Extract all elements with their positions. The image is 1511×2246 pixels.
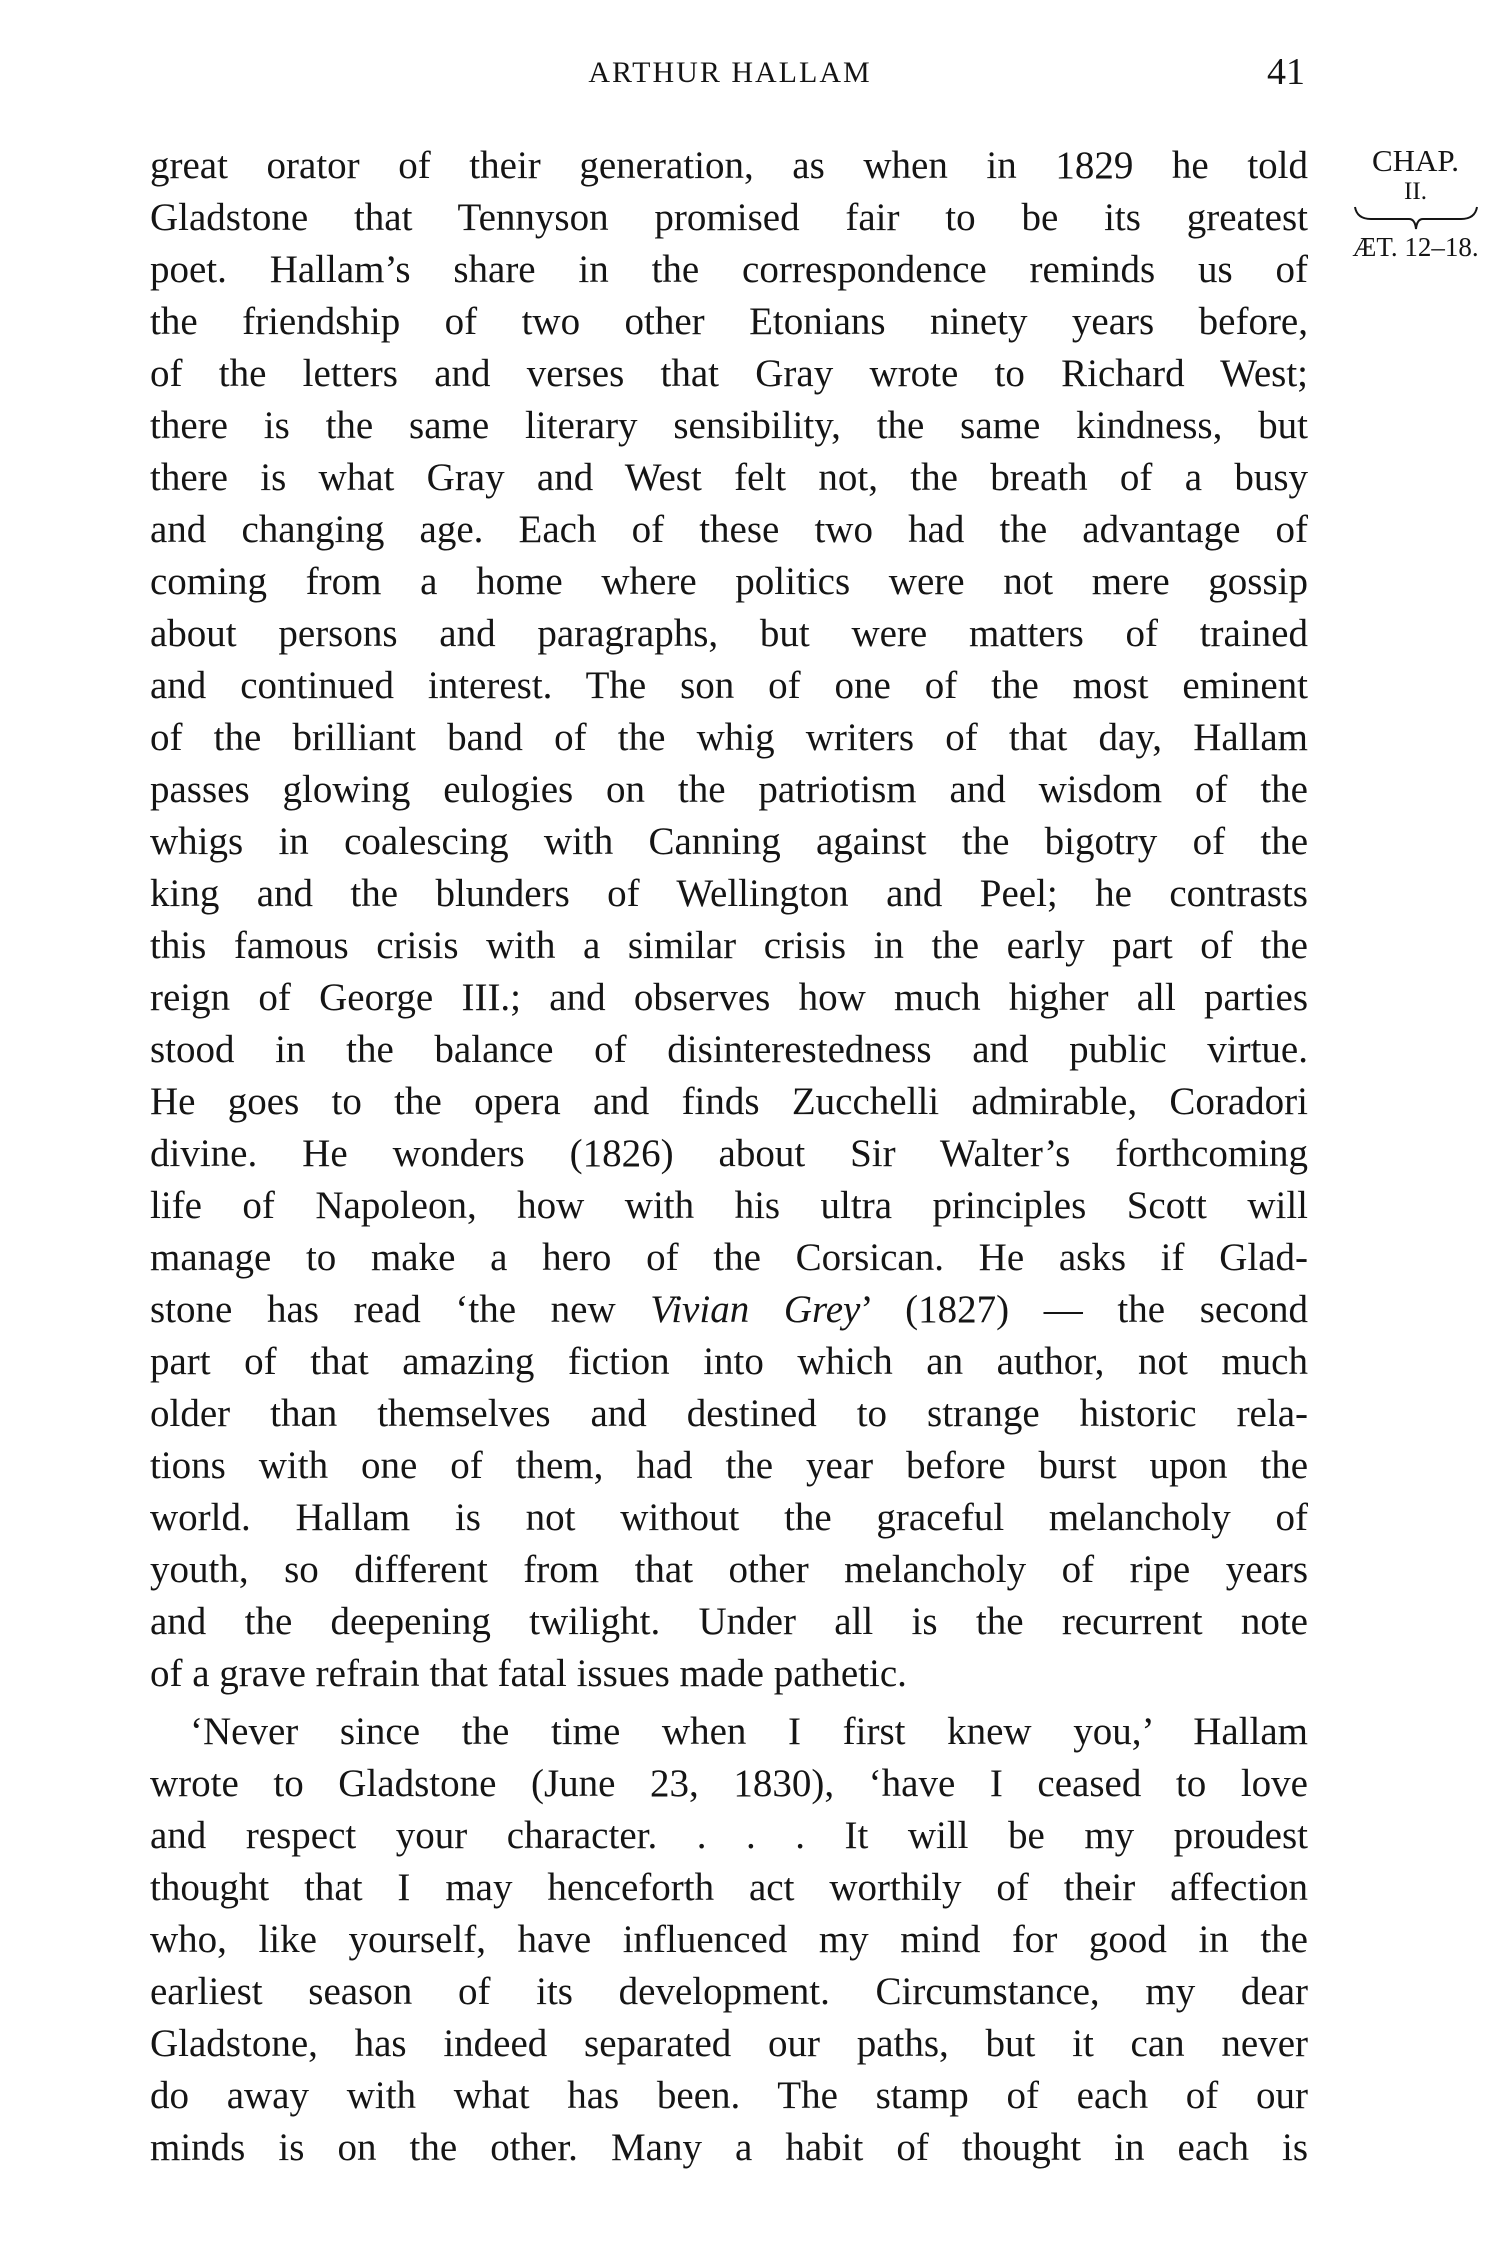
book-title-vivian-grey: Vivian Grey: [650, 1288, 861, 1331]
text-line: He goes to the opera and finds Zucchelli admirable, Coradori: [150, 1080, 1308, 1123]
page-number: 41: [1267, 51, 1305, 93]
chapter-number: II.: [1404, 178, 1427, 205]
text-line: king and the blunders of Wellington and Peel; he contrasts: [150, 872, 1308, 915]
text-line: coming from a home where politics were not mere gossip: [150, 560, 1308, 603]
text-line: about persons and paragraphs, but were matters of trained: [150, 612, 1308, 655]
text-line: there is what Gray and West felt not, the breath of a busy: [150, 456, 1308, 499]
running-title: ARTHUR HALLAM: [588, 56, 872, 89]
text-line: and continued interest. The son of one of the most eminent: [150, 664, 1308, 707]
margin-note: [1328, 143, 1503, 263]
age-range: ÆT. 12–18.: [1352, 232, 1479, 262]
text-line: older than themselves and destined to strange historic rela-: [150, 1392, 1308, 1435]
text-line: youth, so different from that other melancholy of ripe years: [150, 1548, 1308, 1591]
text-line: Gladstone that Tennyson promised fair to be its greatest: [150, 196, 1308, 239]
text-line: of the brilliant band of the whig writers of that day, Hallam: [150, 716, 1308, 759]
text-line: whigs in coalescing with Canning against the bigotry of the: [150, 820, 1308, 863]
text-line: poet. Hallam’s share in the correspondence reminds us of: [150, 248, 1308, 291]
paragraph-1: [150, 140, 1308, 1284]
text-line: who, like yourself, have influenced my mind for good in the: [150, 1918, 1308, 1961]
text-line: of a grave refrain that fatal issues made pathetic.: [150, 1652, 907, 1695]
paragraph-1-continued: [150, 1336, 1308, 1700]
text-line: minds is on the other. Many a habit of thought in each is: [150, 2126, 1308, 2169]
text-line: [150, 1284, 1308, 1336]
text-line: great orator of their generation, as when in 1829 he told: [150, 144, 1308, 187]
paragraph-2: [150, 1706, 1308, 2174]
text-line: and changing age. Each of these two had the advantage of: [150, 508, 1308, 551]
text-line: Gladstone, has indeed separated our paths, but it can never: [150, 2022, 1308, 2065]
text-line: thought that I may henceforth act worthily of their affection: [150, 1866, 1308, 1909]
text-line: do away with what has been. The stamp of each of our: [150, 2074, 1308, 2117]
text-line: ‘Never since the time when I first knew you,’ Hallam: [190, 1710, 1308, 1753]
text-line: passes glowing eulogies on the patriotism and wisdom of the: [150, 768, 1308, 811]
text-segment: stone has read ‘the new: [150, 1288, 651, 1331]
text-line: the friendship of two other Etonians ninety years before,: [150, 300, 1308, 343]
text-line: reign of George III.; and observes how much higher all parties: [150, 976, 1308, 1019]
text-line: of the letters and verses that Gray wrote to Richard West;: [150, 352, 1308, 395]
text-line: earliest season of its development. Circumstance, my dear: [150, 1970, 1308, 2013]
text-line: part of that amazing fiction into which an author, not much: [150, 1340, 1308, 1383]
text-line: world. Hallam is not without the graceful melancholy of: [150, 1496, 1308, 1539]
body-text: [150, 140, 1308, 2174]
text-line: this famous crisis with a similar crisis in the early part of the: [150, 924, 1308, 967]
text-line: and the deepening twilight. Under all is the recurrent note: [150, 1600, 1308, 1643]
text-line: and respect your character. . . . It will be my proudest: [150, 1814, 1308, 1857]
page-header: [150, 50, 1310, 94]
chapter-label: CHAP.: [1371, 143, 1459, 178]
text-line: life of Napoleon, how with his ultra principles Scott will: [150, 1184, 1308, 1227]
text-line: divine. He wonders (1826) about Sir Walter’s forthcoming: [150, 1132, 1308, 1175]
text-line: there is the same literary sensibility, the same kindness, but: [150, 404, 1308, 447]
text-line: wrote to Gladstone (June 23, 1830), ‘have I ceased to love: [150, 1762, 1308, 1805]
text-segment: ’ (1827) — the second: [860, 1288, 1308, 1331]
brace-icon: [1351, 205, 1481, 231]
text-line: manage to make a hero of the Corsican. He asks if Glad-: [150, 1236, 1308, 1279]
text-line: stood in the balance of disinterestedness and public virtue.: [150, 1028, 1308, 1071]
text-line: tions with one of them, had the year before burst upon the: [150, 1444, 1308, 1487]
